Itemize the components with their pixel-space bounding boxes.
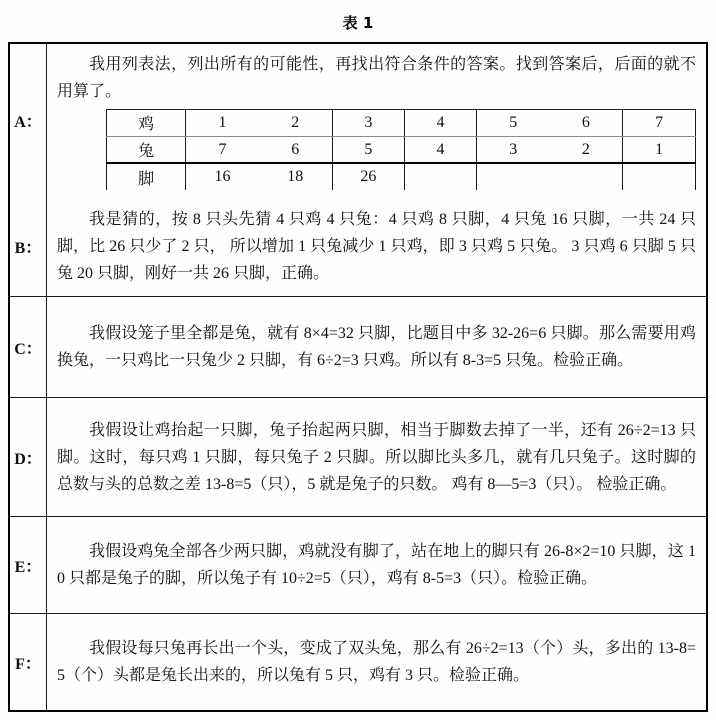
cell-value: 26 bbox=[332, 163, 405, 190]
cell-pair bbox=[477, 110, 622, 136]
cell-pair bbox=[186, 164, 331, 190]
cell-value: 7 bbox=[623, 109, 696, 136]
table-row-chicken bbox=[107, 109, 696, 136]
cell-value: 3 bbox=[509, 140, 518, 158]
row-text-a: 我用列表法，列出所有的可能性，再找出符合条件的答案。找到答案后，后面的就不用算了。 bbox=[57, 55, 696, 100]
cell-value: 6 bbox=[581, 113, 590, 131]
row-label-d: D： bbox=[10, 398, 47, 516]
cell-value: 5 bbox=[332, 136, 405, 163]
row-text-e: 我假设鸡兔全部各少两只脚，鸡就没有脚了，站在地上的脚只有 26-8×2=10 只脚，这 10 只都是兔子的脚，所以兔子有 10÷2=5（只），鸡有 8-5=3（只）。检验正确。 bbox=[57, 543, 696, 587]
row-header-chicken: 鸡 bbox=[107, 109, 186, 136]
table-cell bbox=[186, 136, 332, 163]
row-content-e bbox=[47, 517, 706, 613]
table-row-c bbox=[10, 297, 706, 398]
cell-value: 6 bbox=[291, 140, 300, 158]
row-text-b: 我是猜的，按 8 只头先猜 4 只鸡 4 只兔：4 只鸡 8 只脚，4 只兔 16 只脚，一共 24 只脚，比 26 只少了 2 只， 所以增加 1 只兔减少 1 只鸡，即 3 只鸡 5 只兔。 3 只鸡 6 只脚 5 只兔 20 只脚，刚好一共 26 只脚，正确。 bbox=[57, 211, 696, 282]
cell-value: 18 bbox=[287, 168, 304, 186]
row-header-rabbit: 兔 bbox=[107, 136, 186, 163]
cell-value: 16 bbox=[214, 168, 231, 186]
row-content-a bbox=[47, 44, 706, 197]
cell-pair bbox=[186, 110, 331, 136]
cell-pair bbox=[477, 137, 622, 163]
cell-pair bbox=[477, 164, 622, 190]
chicken-rabbit-table bbox=[106, 109, 696, 191]
table-cell bbox=[476, 109, 622, 136]
cell-value: 1 bbox=[623, 136, 696, 163]
table-row-b bbox=[10, 197, 706, 297]
table-row-e bbox=[10, 517, 706, 614]
row-text-f: 我假设每只兔再长出一个头，变成了双头兔，那么有 26÷2=13（个）头，多出的 13-8=5（个）头都是兔长出来的，所以兔有 5 只，鸡有 3 只。检验正确。 bbox=[57, 640, 696, 684]
cell-value: 7 bbox=[218, 140, 227, 158]
row-label-c: C： bbox=[10, 297, 47, 397]
table-row-feet bbox=[107, 163, 696, 190]
row-label-e: E： bbox=[10, 517, 47, 613]
row-text-c: 我假设笼子里全都是兔，就有 8×4=32 只脚，比题目中多 32-26=6 只脚。那么需要用鸡换兔，一只鸡比一只兔少 2 只脚，有 6÷2=3 只鸡。所以有 8-3=5 只兔。检验正确。 bbox=[57, 325, 696, 369]
cell-value: 4 bbox=[405, 136, 477, 163]
row-header-feet: 脚 bbox=[107, 163, 186, 190]
cell-value: 4 bbox=[405, 109, 477, 136]
row-content-b bbox=[47, 197, 706, 296]
table-cell bbox=[476, 136, 622, 163]
solutions-table bbox=[8, 42, 708, 712]
table-row-a bbox=[10, 44, 706, 197]
row-label-a: A： bbox=[10, 44, 47, 197]
table-cell bbox=[476, 163, 622, 190]
table-cell bbox=[186, 109, 332, 136]
table-row-d bbox=[10, 398, 706, 517]
cell-value: 3 bbox=[332, 109, 405, 136]
row-content-d bbox=[47, 398, 706, 516]
cell-value: 2 bbox=[291, 113, 300, 131]
cell-value: 5 bbox=[509, 113, 518, 131]
row-label-f: F： bbox=[10, 614, 47, 710]
row-content-c bbox=[47, 297, 706, 397]
table-row-f bbox=[10, 614, 706, 710]
cell-value bbox=[623, 163, 696, 190]
cell-value: 2 bbox=[581, 140, 590, 158]
table-row-rabbit bbox=[107, 136, 696, 163]
cell-pair bbox=[186, 137, 331, 163]
row-label-b: B： bbox=[10, 197, 47, 296]
page-title: 表 1 bbox=[342, 13, 374, 32]
row-content-f bbox=[47, 614, 706, 710]
cell-value bbox=[405, 163, 477, 190]
row-text-d: 我假设让鸡抬起一只脚，兔子抬起两只脚，相当于脚数去掉了一半，还有 26÷2=13 只脚。这时，每只鸡 1 只脚，每只兔子 2 只脚。所以脚比头多几，就有几只兔子。这时脚的总数与头的总数之差 13-8=5（只），5 就是兔子的只数。 鸡有 8—5=3（只）。 检验正确。 bbox=[57, 421, 696, 493]
table-cell bbox=[186, 163, 332, 190]
cell-value: 1 bbox=[218, 113, 227, 131]
